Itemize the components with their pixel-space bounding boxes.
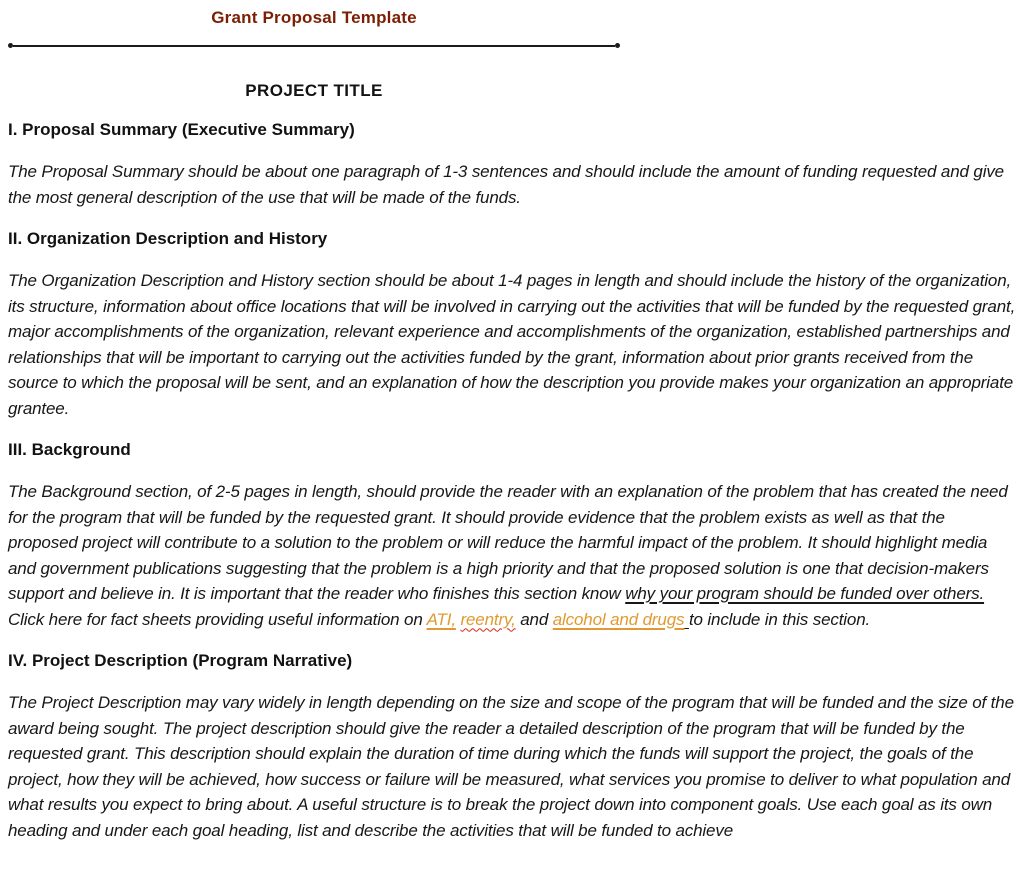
- background-intro-text: The Background section, of 2-5 pages in length, should provide the reader with an explanation of the problem that has created the need for the program that will be funded by the requested grant. It should provide evidence that the problem exists as well as that the proposed project will contribute to a solution to the problem or will reduce the harmful impact of the problem. It should highlight media and government publications suggesting that the problem is a high priority and that the proposed solution is one that decision-makers support and believe in. It is important that the reader who finishes this section know: [8, 482, 1013, 603]
- section-heading-organization-description: II. Organization Description and History: [8, 229, 328, 248]
- section-paragraph-proposal-summary: The Proposal Summary should be about one paragraph of 1-3 sentences and should include the amount of funding requested and give the most general description of the use that will be made of the funds.: [8, 162, 1009, 207]
- section-background: [8, 439, 1016, 632]
- divider-dot-right-icon: [615, 43, 620, 48]
- background-mid-text: Click here for fact sheets providing useful information on: [8, 584, 989, 629]
- section-heading-background: III. Background: [8, 440, 131, 459]
- document-title: Grant Proposal Template: [211, 8, 417, 27]
- section-paragraph-project-description: The Project Description may vary widely in length depending on the size and scope of the program that will be funded and the size of the award being sought. The project description should give the reader a detailed description of the program that will be funded by the requested grant. This description should explain the duration of time during which the funds will support the project, the goals of the project, how they will be achieved, how success or failure will be measured, what services you promise to deliver to what population and what results you expect to bring about. A useful structure is to break the project down into component goals. Use each goal as its own heading and under each goal heading, list and describe the activities that will be funded to achieve: [8, 693, 1019, 840]
- background-outro-text: to include in this section.: [688, 609, 871, 629]
- link-separator-and-text: and: [515, 609, 553, 629]
- section-project-description: [8, 650, 1019, 843]
- ati-link[interactable]: ATI,: [426, 609, 456, 629]
- reentry-link[interactable]: reentry,: [460, 609, 516, 629]
- header-divider: [8, 43, 620, 48]
- section-organization-description: [8, 228, 1020, 421]
- underlined-emphasis-text: why your program should be funded over others.: [625, 584, 985, 603]
- alcohol-and-drugs-link[interactable]: alcohol and drugs: [552, 609, 685, 629]
- divider-line: [13, 45, 615, 47]
- section-proposal-summary: [8, 119, 1016, 210]
- project-title: PROJECT TITLE: [245, 81, 383, 100]
- section-paragraph-background: [8, 479, 1016, 632]
- document-header: [8, 8, 620, 101]
- section-paragraph-organization-description: The Organization Description and History section should be about 1-4 pages in length and should include the history of the organization, its structure, information about office locations that will be involved in carrying out the activities that will be funded by the requested grant, major accomplishments of the organization, relevant experience and accomplishments of the organization, established partnerships and relationships that will be important to carrying out the activities funded by the grant, information about prior grants received from the source to which the proposal will be sent, and an explanation of how the description you provide makes your organization an appropriate grantee.: [8, 271, 1020, 418]
- section-heading-proposal-summary: I. Proposal Summary (Executive Summary): [8, 120, 355, 139]
- section-heading-project-description: IV. Project Description (Program Narrative): [8, 651, 353, 670]
